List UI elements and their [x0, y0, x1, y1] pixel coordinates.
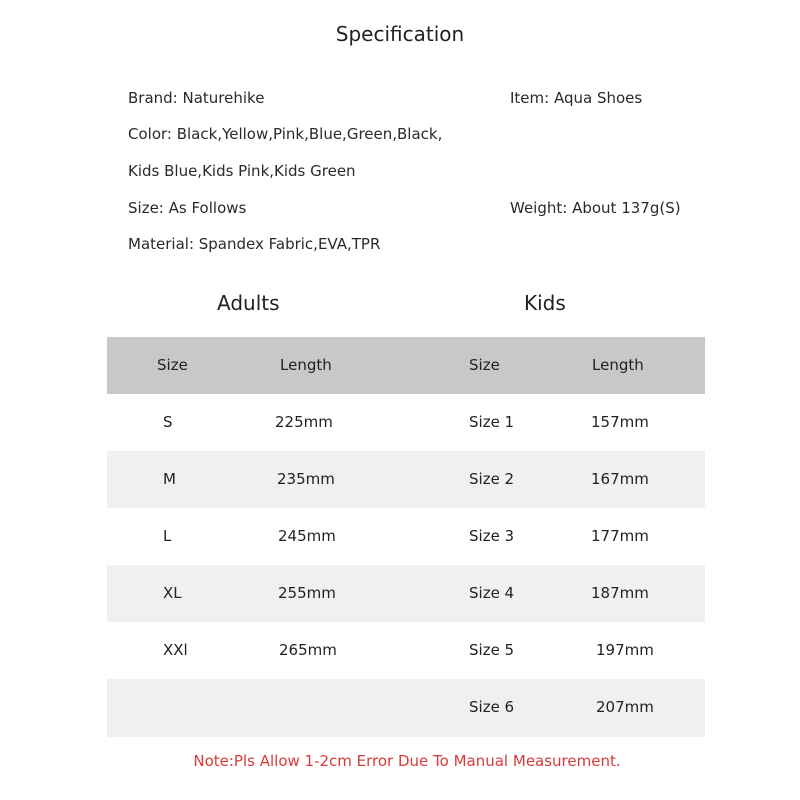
adult-size-cell: XL [163, 584, 182, 602]
spec-weight: Weight: About 137g(S) [510, 199, 681, 217]
spec-material: Material: Spandex Fabric,EVA,TPR [128, 235, 381, 253]
kids-size-cell: Size 4 [469, 584, 515, 602]
adult-length-cell: 235mm [277, 470, 335, 488]
kids-size-cell: Size 1 [469, 413, 515, 431]
table-row [107, 451, 705, 508]
kids-length-cell: 187mm [591, 584, 649, 602]
kids-length-cell: 207mm [596, 698, 654, 716]
spec-item: Item: Aqua Shoes [510, 89, 643, 107]
spec-size: Size: As Follows [128, 199, 247, 217]
kids-length-cell: 167mm [591, 470, 649, 488]
size-table [107, 337, 705, 737]
spec-color-line-1: Color: Black,Yellow,Pink,Blue,Green,Black, [128, 125, 443, 143]
table-row [107, 508, 705, 565]
kids-size-cell: Size 5 [469, 641, 515, 659]
adult-length-cell: 255mm [278, 584, 336, 602]
table-header-row [107, 337, 705, 394]
table-row [107, 565, 705, 622]
spec-brand: Brand: Naturehike [128, 89, 265, 107]
adult-size-cell: S [163, 413, 173, 431]
kids-size-cell: Size 6 [469, 698, 515, 716]
adult-size-cell: XXl [163, 641, 188, 659]
header-adult-length: Length [280, 356, 332, 374]
header-kids-length: Length [592, 356, 644, 374]
kids-size-cell: Size 2 [469, 470, 515, 488]
adult-size-cell: L [163, 527, 172, 545]
kids-length-cell: 197mm [596, 641, 654, 659]
measurement-note: Note:Pls Allow 1-2cm Error Due To Manual Measurement. [193, 752, 621, 770]
kids-heading: Kids [524, 291, 566, 315]
adult-length-cell: 265mm [279, 641, 337, 659]
header-kids-size: Size [469, 356, 500, 374]
adult-length-cell: 225mm [275, 413, 333, 431]
spec-color-line-2: Kids Blue,Kids Pink,Kids Green [128, 162, 356, 180]
page-title: Specification [335, 22, 465, 46]
kids-size-cell: Size 3 [469, 527, 515, 545]
adult-length-cell: 245mm [278, 527, 336, 545]
table-row [107, 679, 705, 737]
header-adult-size: Size [157, 356, 188, 374]
adults-heading: Adults [217, 291, 280, 315]
kids-length-cell: 177mm [591, 527, 649, 545]
table-row [107, 622, 705, 679]
kids-length-cell: 157mm [591, 413, 649, 431]
adult-size-cell: M [163, 470, 176, 488]
table-row [107, 394, 705, 451]
